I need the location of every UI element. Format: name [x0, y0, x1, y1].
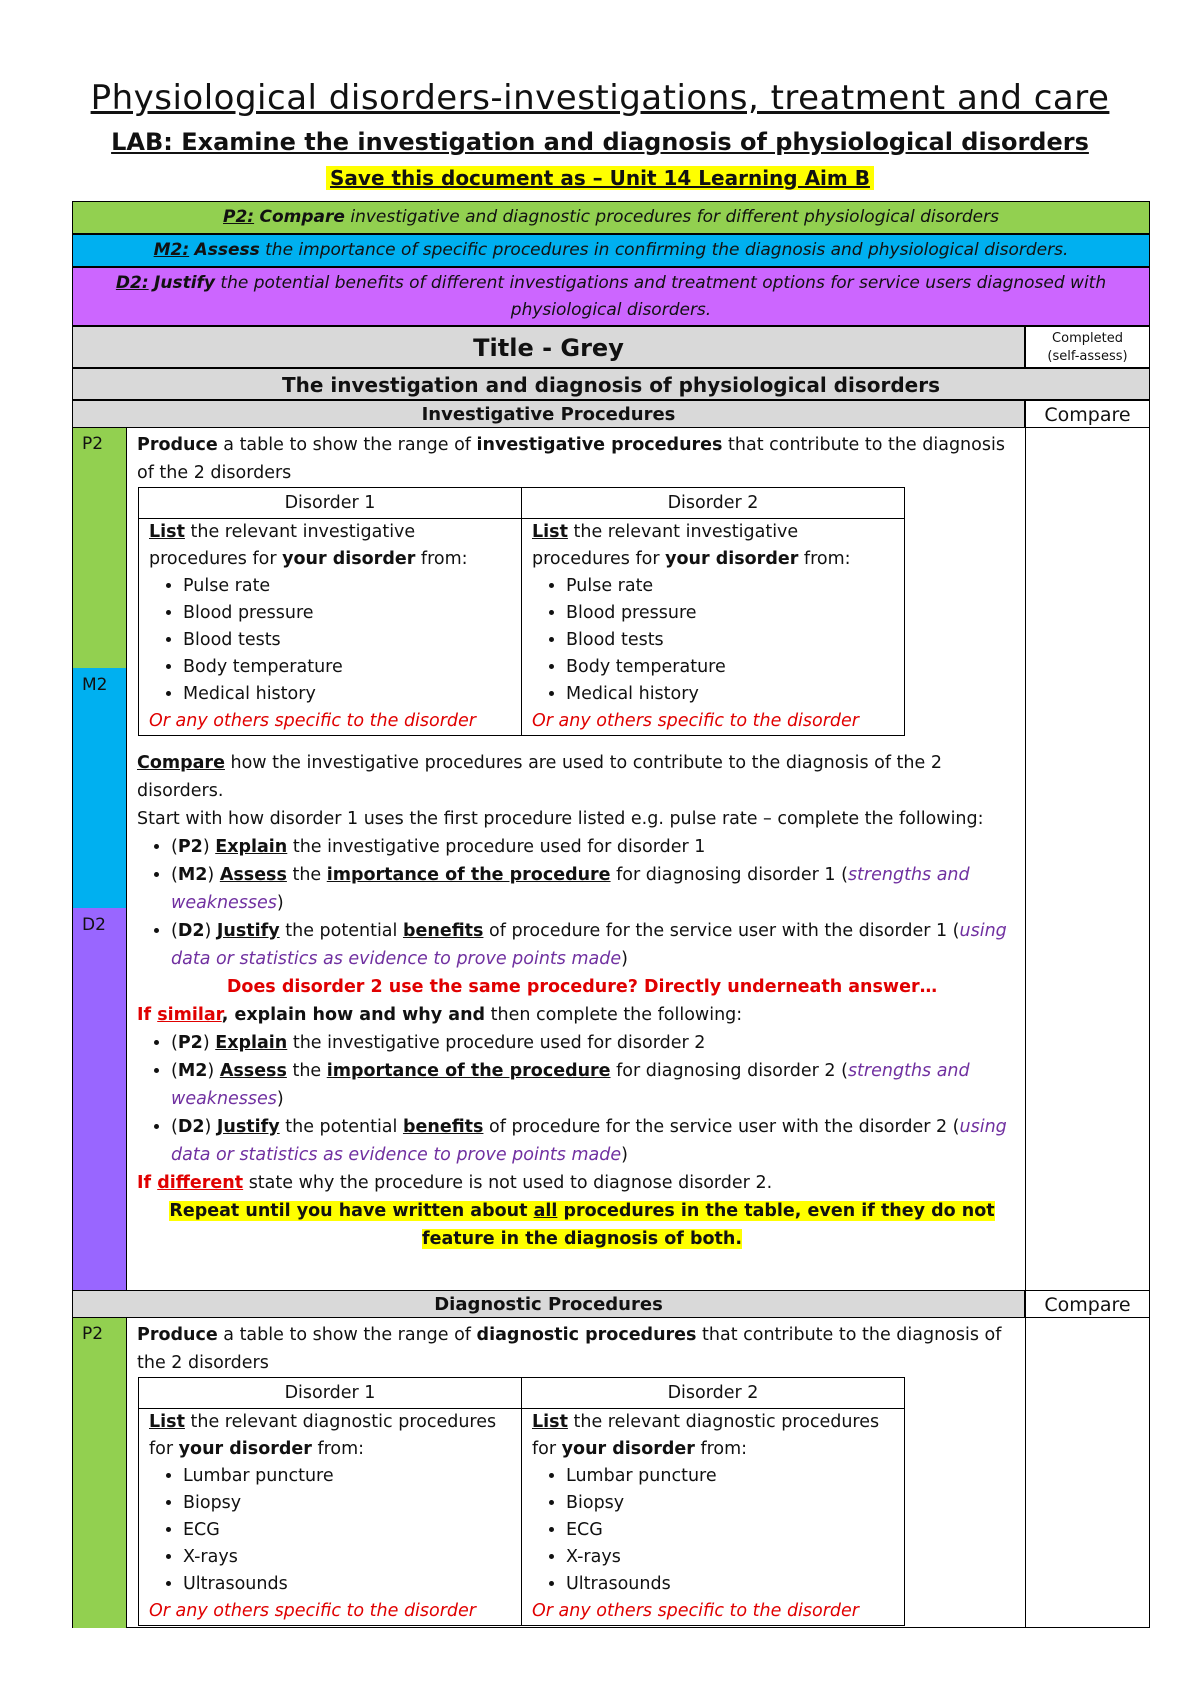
completed-cell: Completed (self-assess) [1025, 326, 1150, 368]
table-header-disorder-2: Disorder 2 [522, 1378, 905, 1409]
save-note: Save this document as – Unit 14 Learning Aim B [326, 166, 874, 190]
list-item: • (M2) Assess the importance of the procedure for diagnosing disorder 1 (strengths and weaknesses) [171, 861, 1027, 917]
table-cell-disorder-2: List the relevant investigative procedures for your disorder from: • Pulse rate • Blood pressure • Blood tests • Body temperature • Medical history Or any others specific to the disorder [522, 519, 905, 736]
diagnostic-heading: Diagnostic Procedures [72, 1290, 1025, 1318]
list-item: • Body temperature [183, 654, 511, 681]
question-note: Does disorder 2 use the same procedure? Directly underneath answer… [226, 977, 938, 997]
criterion-m2: M2: Assess the importance of specific procedures in confirming the diagnosis and physiological disorders. [72, 234, 1150, 267]
table-cell-disorder-1: List the relevant diagnostic procedures for your disorder from: • Lumbar puncture • Biopsy • ECG • X-rays • Ultrasounds Or any others specific to the disorder [139, 1409, 522, 1626]
list-item: • Body temperature [566, 654, 894, 681]
section-title: The investigation and diagnosis of physiological disorders [72, 368, 1150, 400]
list-item: • Blood pressure [566, 600, 894, 627]
table-header-disorder-2: Disorder 2 [522, 488, 905, 519]
other-note: Or any others specific to the disorder [149, 1601, 477, 1621]
list-item: • Ultrasounds [566, 1571, 894, 1598]
table-cell-disorder-1: List the relevant investigative procedures for your disorder from: • Pulse rate • Blood pressure • Blood tests • Body temperature • Medical history Or any others specific to the disorder [139, 519, 522, 736]
list-item: • Biopsy [183, 1490, 511, 1517]
document-title: Physiological disorders-investigations, treatment and care [90, 78, 1110, 118]
list-item: • (D2) Justify the potential benefits of procedure for the service user with the disorder 1 (using data or statistics as evidence to prove points made) [171, 917, 1027, 973]
other-note: Or any others specific to the disorder [532, 711, 860, 731]
investigative-instructions: Compare how the investigative procedures are used to contribute to the diagnosis of the 2 disorders. Start with how disorder 1 uses the first procedure listed e.g. pulse rate – complete the following: • (P2) Explain the investigative procedure used for disorder 1 • (M2) Assess the importance of the procedure for diagnosing disorder 1 (strengths and weaknesses) • (D2) Justify the potential benefits of procedure for the service user with the disorder 1 (using data or statistics as evidence to prove points made) Does disorder 2 use the same procedure? Directly underneath answer… If similar, explain how and why and then complete the following: • (P2) Explain the investigative procedure used for disorder 2 • (M2) Assess the importance of the procedure for diagnosing disorder 2 (strengths and weaknesses) • (D2) Justify the potential benefits of procedure for the service user with the disorder 2 (using data or statistics as evidence to prove points made) If different state why the procedure is not used to diagnose disorder 2. Repeat until you have written about all procedures in the table, even if they do not feature in the diagnosis of both. [137, 749, 1027, 1253]
list-item: • (M2) Assess the importance of the procedure for diagnosing disorder 2 (strengths and weaknesses) [171, 1057, 1027, 1113]
investigative-table [138, 487, 905, 736]
strip-p2 [72, 428, 127, 668]
list-item: • Lumbar puncture [566, 1463, 894, 1490]
other-note: Or any others specific to the disorder [532, 1601, 860, 1621]
list-item: • (P2) Explain the investigative procedure used for disorder 2 [171, 1029, 1027, 1057]
list-item: • Ultrasounds [183, 1571, 511, 1598]
list-item: • ECG [566, 1517, 894, 1544]
label-p2: P2 [82, 434, 104, 454]
list-item: • Medical history [566, 681, 894, 708]
list-item: • ECG [183, 1517, 511, 1544]
list-item: • Blood tests [566, 627, 894, 654]
list-item: • (D2) Justify the potential benefits of procedure for the service user with the disorder 2 (using data or statistics as evidence to prove points made) [171, 1113, 1027, 1169]
investigative-produce: Produce a table to show the range of investigative procedures that contribute to the diagnosis of the 2 disorders [137, 435, 1005, 483]
label-diagnostic-p2: P2 [82, 1324, 104, 1344]
list-item: • Biopsy [566, 1490, 894, 1517]
label-d2: D2 [82, 915, 106, 935]
investigative-heading: Investigative Procedures [72, 400, 1025, 428]
criterion-d2: D2: Justify the potential benefits of different investigations and treatment options for service users diagnosed with physiological disorders. [72, 267, 1150, 326]
criterion-p2: P2: Compare investigative and diagnostic procedures for different physiological disorders [72, 201, 1150, 234]
investigative-compare: Compare [1025, 400, 1150, 428]
title-cell: Title - Grey [72, 326, 1025, 368]
list-item: • Medical history [183, 681, 511, 708]
table-cell-disorder-2: List the relevant diagnostic procedures for your disorder from: • Lumbar puncture • Biopsy • ECG • X-rays • Ultrasounds Or any others specific to the disorder [522, 1409, 905, 1626]
diagnostic-produce: Produce a table to show the range of diagnostic procedures that contribute to the diagnosis of the 2 disorders [137, 1325, 1002, 1373]
strip-m2 [72, 668, 127, 908]
list-item: • Blood tests [183, 627, 511, 654]
label-m2: M2 [82, 675, 108, 695]
strip-d2 [72, 908, 127, 1290]
other-note: Or any others specific to the disorder [149, 711, 477, 731]
diagnostic-table [138, 1377, 905, 1626]
list-item: • Pulse rate [566, 573, 894, 600]
document-subtitle: LAB: Examine the investigation and diagnosis of physiological disorders [111, 128, 1089, 156]
table-header-disorder-1: Disorder 1 [139, 488, 522, 519]
list-item: • Blood pressure [183, 600, 511, 627]
diagnostic-compare: Compare [1025, 1290, 1150, 1318]
table-header-disorder-1: Disorder 1 [139, 1378, 522, 1409]
list-item: • X-rays [183, 1544, 511, 1571]
list-item: • Lumbar puncture [183, 1463, 511, 1490]
strip-diagnostic-p2 [72, 1318, 127, 1628]
list-item: • Pulse rate [183, 573, 511, 600]
list-item: • (P2) Explain the investigative procedure used for disorder 1 [171, 833, 1027, 861]
list-item: • X-rays [566, 1544, 894, 1571]
